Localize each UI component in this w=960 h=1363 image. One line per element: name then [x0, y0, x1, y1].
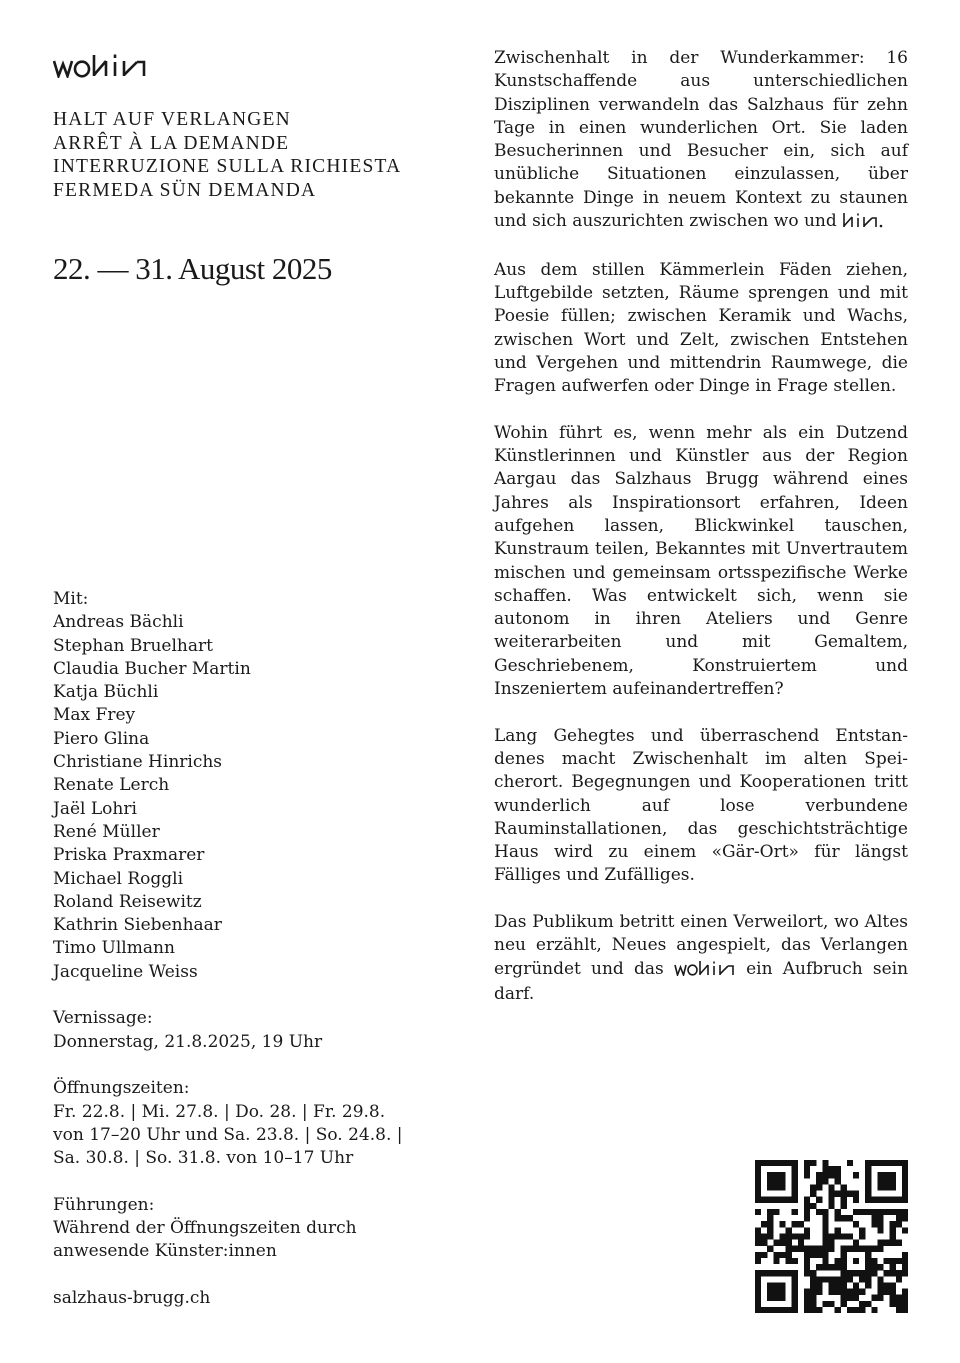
participant-name: Michael Roggli — [53, 868, 184, 889]
tours-line: anwesende Künster:innen — [53, 1241, 277, 1262]
opening-hours-label: Öffnungszeiten: — [53, 1078, 190, 1099]
exhibition-dates: 22. — 31. August 2025 — [53, 251, 332, 286]
participant-name: Andreas Bächli — [53, 612, 184, 633]
opening-hours-line: Fr. 22.8. | Mi. 27.8. | Do. 28. | Fr. 29.8. — [53, 1101, 386, 1122]
participant-name: Max Frey — [53, 705, 136, 726]
participants-label: Mit: — [53, 589, 89, 609]
tours-label: Führungen: — [53, 1194, 155, 1215]
title-line-de: HALT AUF VERLANGEN — [53, 109, 291, 130]
paragraph-1-tail: wo und — [773, 211, 837, 232]
participant-name: Jacqueline Weiss — [53, 961, 198, 982]
wohin-inline-logo-icon — [674, 960, 736, 983]
paragraph-5-end: ein Aufbruch sein darf. — [494, 958, 909, 1004]
paragraph-1 — [494, 47, 908, 235]
tours-line: Während der Öffnungszeiten durch — [53, 1218, 357, 1239]
title-line-it: INTERRUZIONE SULLA RICHIESTA — [53, 156, 402, 177]
participant-name: Claudia Bucher Martin — [53, 658, 251, 679]
website-link[interactable]: salzhaus-brugg.ch — [53, 1287, 211, 1308]
participant-name: Piero Glina — [53, 728, 150, 749]
participant-name: Stephan Bruelhart — [53, 635, 213, 656]
participant-name: Priska Praxmarer — [53, 845, 205, 866]
paragraph-2: Aus dem stillen Kämmerlein Fäden ziehen, Luftgebilde setzten, Räume sprengen und mit Poesie füllen; zwischen Keramik und Wachs, zwischen Wort und Zelt, zwischen Entstehen und Vergehen und mittendrin Raumwege, die Fragen aufwerfen oder Dinge in Frage stellen. — [494, 259, 908, 397]
participant-name: Christiane Hinrichs — [53, 752, 223, 773]
exhibition-title — [53, 108, 401, 202]
vernissage-label: Vernissage: — [53, 1008, 153, 1029]
qr-code-icon — [755, 1160, 908, 1313]
paragraph-1-text: Zwischenhalt in der Wunderkammer: 16 Kunstschaffende aus unterschiedlichen Disziplinen verwandeln das Salzhaus für zehn Tage in einen wunderlichen Ort. Sie laden Besucherinnen und Besucher ein, sich auf unübliche Situationen einzulassen, über bekannte Dinge in neuem Kontext zu staunen und sich auszurichten zwischen — [494, 48, 908, 232]
description-column — [494, 47, 908, 1029]
title-line-rm: FERMEDA SÜN DEMANDA — [53, 179, 317, 201]
participants-list — [53, 611, 453, 984]
participant-name: Jaël Lohri — [53, 798, 137, 819]
paragraph-3: Wohin führt es, wenn mehr als ein Dutzend Künstlerinnen und Künstler aus der Region Aargau das Salzhaus Brugg während eines Jahres als Inspirationsort erfahren, Ideen aufgehen lassen, Blickwinkel tauschen, Kunstraum teilen, Bekanntes mit Unvertrautem mischen und gemeinsam ortsspezifische Werke schaffen. Was entwickelt sich, wenn sie autonom in ihren Ateliers und Genre weiterarbeiten und mit Gemaltem, Geschriebenem, Konstruiertem und Inszeniertem aufeinandertreffen? — [494, 422, 908, 700]
opening-hours-line: von 17–20 Uhr und Sa. 23.8. | So. 24.8. | — [53, 1124, 403, 1145]
participant-name: Kathrin Siebenhaar — [53, 915, 222, 936]
title-line-fr: ARRÊT À LA DEMANDE — [53, 132, 290, 154]
participant-name: Katja Büchli — [53, 682, 159, 703]
qr-code[interactable] — [755, 1160, 908, 1313]
opening-hours-line: Sa. 30.8. | So. 31.8. von 10–17 Uhr — [53, 1148, 354, 1169]
paragraph-5 — [494, 911, 908, 1006]
paragraph-5-text: Das Publikum betritt einen Verweilort, wo Altes neu erzählt, Neues angespielt, das Verlangen ergründet und das — [494, 911, 908, 979]
participant-name: Renate Lerch — [53, 775, 170, 796]
wohin-logo-icon — [53, 52, 157, 78]
hin-logo-icon — [842, 212, 884, 235]
wohin-logo — [53, 52, 157, 80]
paragraph-4: Lang Gehegtes und überraschend Entstandenes macht Zwischenhalt im alten Speicherort. Begegnungen und Kooperationen tritt wunderlich auf lose verbundene Rauminstallationen, das geschichtsträchtige Haus wird zu einem «Gär-Ort» für längst Fälliges und Zufälliges. — [494, 725, 908, 886]
participant-name: Roland Reisewitz — [53, 891, 202, 912]
vernissage-value: Donnerstag, 21.8.2025, 19 Uhr — [53, 1031, 323, 1052]
participant-name: René Müller — [53, 821, 160, 842]
participant-name: Timo Ullmann — [53, 938, 175, 959]
info-column — [53, 588, 453, 1310]
